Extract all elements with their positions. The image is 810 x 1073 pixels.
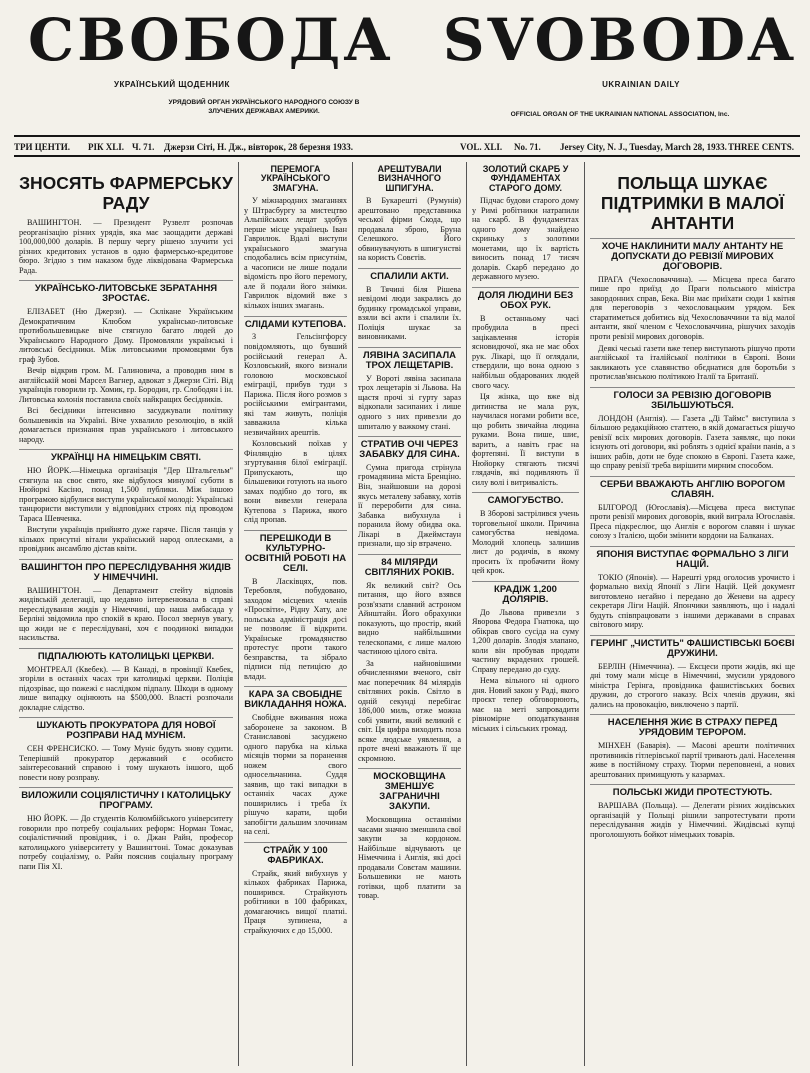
article — [590, 714, 795, 779]
article-paragraph: ПРАГА (Чехословаччина). — Місцева преса багато пише про приїзд до Праги польського міністра закордонних справ, Бека. Він має приїхати сюди 1 квітня для переговорів з чехословацьким урядом. Бек старатиметься добитись від Чехословаччини та від малої антанти, якої членом є Чехословаччина, рішучих заходів проти ревізії мирових договорів. — [590, 274, 795, 341]
article-headline: ПОЛЬЩА ШУКАЄ ПІДТРИМКИ В МАЛОЇ АНТАНТИ — [600, 173, 785, 233]
article — [590, 635, 795, 710]
masthead-subtitle-english: UKRAINIAN DAILY — [602, 80, 680, 89]
official-organ-english: OFFICIAL ORGAN OF THE UKRAINIAN NATIONAL ASSOCIATION, Inc. — [510, 111, 730, 118]
article — [19, 787, 233, 871]
volume-english: VOL. XLI. — [460, 142, 503, 152]
article — [590, 170, 795, 233]
article — [358, 165, 461, 263]
article-headline: ПОЛЬСЬКІ ЖИДИ ПРОТЕСТУЮТЬ. — [590, 784, 795, 798]
article-paragraph: НЮ ЙОРК.—Німецька організація "Дер Штальгельм" стягнула на своє свято, яке відбулося минулої суботи в Нюйоркі Касіно, понад 1,500 публики. Між іншою програмою відбулися виступи української молоді: Українські танцюристи виступили у відповідних строях під проводом Тараса Шевченка. — [19, 466, 233, 523]
masthead-title-english: SVOBODA — [442, 6, 796, 74]
article-paragraph: Свобідне вживання ножа заборонене за законом. В Станиславові засуджено одного парубка на кілька місяців тюрми за поранення ножем свого односельчанина. Суддя заявив, що такі випадки в останніх часах дуже поширились і треба їх рішучо карати, щоби запобігти дальшим злочинам на селі. — [244, 713, 347, 837]
article-paragraph: НЮ ЙОРК. — До студентів Колюмбійського університету говорили про потребу соціальних реформ: Норман Томас, соціалістичний провідник, і о. Джан Райн, професор католицького університету у Вашингтоні. Томас доказував потребу соціалізму, о. Райн пояснив соціальну програму папи Пія XI. — [19, 814, 233, 871]
article-paragraph: В Тячині біля Рішева невідомі люди закрались до будинку громадської управи, взяли всі акти і спалили їх. Поліція шукає за виновниками. — [358, 284, 461, 342]
article — [358, 554, 461, 764]
article-paragraph: ЛОНДОН (Англія). — Газета „Ді Таймс" виступила з більшою редакційною статтею, в якій домагається рішучо ревізії всіх мирових договорів. Газета заявляє, що поки існують оті договори, які роблять з однієї країни панів, а з інших рабів, доти не буде спокою в Європі. Газета каже, що справу ревізії треба вирішити мирним способом. — [590, 413, 795, 471]
article-headline: СЕРБИ ВВАЖАЮТЬ АНГЛІЮ ВОРОГОМ СЛАВЯН. — [590, 476, 795, 500]
column-1 — [14, 162, 238, 1066]
newspaper-page — [14, 6, 800, 1066]
article-headline: ХОЧЕ НАКЛИНИТИ МАЛУ АНТАНТУ НЕ ДОПУСКАТИ ДО РЕВІЗІЇ МИРОВИХ ДОГОВОРІВ. — [590, 238, 795, 272]
article-paragraph: Московщина останніми часами значно зменшила свої закупи за кордоном. Найбільше відчувають це Німеччина і Англія, які досі продавали Совєтам машини. Большевики не мають готівки, щоб платити за товар. — [358, 815, 461, 901]
article-headline: ЛЯВІНА ЗАСИПАЛА ТРОХ ЛЕЩЕТАРІВ. — [358, 347, 461, 371]
column-2 — [238, 162, 352, 1066]
article-paragraph: Нема вільного ні одного дня. Новий закон у Раді, якого проєкт тепер обговорюють, має на меті запровадити рівномірне оподаткування міських і сільських громад. — [472, 676, 579, 733]
article — [244, 530, 347, 682]
article-headline: ГЕРИНГ „ЧИСТИТЬ" ФАШИСТІВСЬКІ БОЄВІ ДРУЖИНИ. — [590, 635, 795, 659]
date-english: Jersey City, N. J., Tuesday, March 28, 1933. — [560, 142, 727, 152]
article-paragraph: В останньому часі пробудила в пресі зацікавлення історія ясновидючої, яка не має обох рук. Лікарі, що її оглядали, ствердили, що вона одною з найбільш обдарованих людей свого часу. — [472, 313, 579, 390]
article-paragraph: Сумна пригода стрінула громадянина міста Бренціно. Він, знайшовши на дорозі якусь металеву забавку, хотів її переробити для сина. Забавка вибухнула і поранила йому обидва ока. Лікарі в Джеймстаун признали, що зір втрачено. — [358, 462, 461, 549]
article-headline: ВАШИНГТОН ПРО ПЕРЕСЛІДУВАННЯ ЖИДІВ У НІМЕЧЧИНІ. — [19, 559, 233, 583]
article-paragraph: В Букарешті (Румунія) арештовано представника чеської фірми Скода, що продавала зброю, Бруна Селешкого. Його обвинувачують в шпигунстві на користь Совєтів. — [358, 196, 461, 263]
article-headline: ВИЛОЖИЛИ СОЦІЯЛІСТИЧНУ І КАТОЛИЦЬКУ ПРОГРАМУ. — [19, 787, 233, 811]
article-paragraph: МОНТРЕАЛ (Квебек). — В Канаді, в провінції Квебек, згоріли в останніх часах три католицькі церкви. Поліція підозріває, що пожежі є наслідком підпалу. Шкоди в одному лише випадку оцінюють на $500,000. Власті розпочали докладне слідство. — [19, 664, 233, 712]
article-headline: СТРАЙК У 100 ФАБРИКАХ. — [244, 842, 347, 866]
article — [244, 686, 347, 837]
article-paragraph: МІНХЕН (Баварія). — Масові арешти політичних противників гітлерівської партії тривають далі. Населення живе в постійному страху. Тюрми переповнені, а нових арештованих примищують у казармах. — [590, 741, 795, 779]
article-paragraph: Як великий світ? Ось питання, що його взявся розв'язати славний астроном Айнштайн. Його обрахунки показують, що простір, який видно найбільшими телескопами, є лише малою частиною цілого світа. — [358, 580, 461, 657]
article-headline: СЛІДАМИ КУТЕПОВА. — [244, 316, 347, 330]
article — [19, 559, 233, 643]
article — [472, 676, 579, 733]
price-ukrainian: ТРИ ЦЕНТИ. — [14, 142, 71, 152]
article-headline: НАСЕЛЕННЯ ЖИЄ В СТРАХУ ПЕРЕД УРЯДОВИМ ТЕРОРОМ. — [590, 714, 795, 738]
article-paragraph: Всі бесідники інтенсивно засуджували політику большевиків на Україні. Віче ухвалило резолюцію, в якій домагається признання прав українського і литовського народу. — [19, 406, 233, 444]
article — [590, 784, 795, 839]
article — [358, 768, 461, 901]
article-headline: ГОЛОСИ ЗА РЕВІЗІЮ ДОГОВОРІВ ЗБІЛЬШУЮТЬСЯ. — [590, 387, 795, 411]
article-paragraph: В Ласківцях, пов. Теребовля, побудовано, заходом місцевих членів «Просвіти», Рідну Хату, але польська адміністрація досі не позволяє її відкрити. Українське громадянство протестує проти такого безправства, та зібрало підписи під петицією до влади. — [244, 576, 347, 681]
article-headline: МОСКОВЩИНА ЗМЕНШУЄ ЗАГРАНИЧНІ ЗАКУПИ. — [358, 768, 461, 812]
article-paragraph: ЕЛІЗАБЕТ (Ню Джерзи). — Склікане Українським Демократичним Клюбом українсько-литовське протибольшевицьке віче стягнуло багато людей до Українського Народного Дому. Промовляли українські і литовські бесідники. Між литовськими промовцями був граф Зубов. — [19, 307, 233, 364]
article-paragraph: Вечір відкрив гром. М. Галиновича, а проводив ним в англійській мові Марсел Вагнер, адвокат з Джерзи Сіті. Від українців говорили гр. Хомик, гр. Бородин, гр. Слободян і ін. Литовська колонія поставила своїх найкращих бесідників. — [19, 366, 233, 404]
article-paragraph: ТОКІО (Японія). — Нарешті уряд оголосив урочисто і формально вихід Японії з Ліги Націй. Цей документ виготовлено негайно і передано до Женеви на адресу секретаря Ліги Націй. Япончики заявляють, що і надалі будуть співпрацювати з іншими державами в справах світового миру. — [590, 572, 795, 630]
article-headline: САМОГУБСТВО. — [472, 492, 579, 506]
article — [19, 648, 233, 713]
article-paragraph: За найновішими обчисленнями вченого, світ має поперечник 84 мілярдів світляних років. Світло в одній секунді перебігає 186,000 миль, отже можна собі уявити, який великий є світ. Ця цифра виходить поза всяке людське уявлення, а проте вчені вважають її ще скромною. — [358, 658, 461, 763]
article-headline: СПАЛИЛИ АКТИ. — [358, 268, 461, 282]
article-headline: КАРА ЗА СВОБІДНЕ ВИКЛАДАННЯ НОЖА. — [244, 686, 347, 710]
article — [590, 238, 795, 382]
price-english: THREE CENTS. — [728, 142, 795, 152]
article-paragraph: БЕРЛІН (Німеччина). — Ексцеси проти жидів, які ще дні тому мали місце в Німеччині, змусили урядового міністра Герінга, провідника фашистівських боєвих дружин, до строгого наказу. Всіх членів дружин, які дались на провокацію, виключено з партії. — [590, 661, 795, 709]
article-headline: УКРАЇНСЬКО-ЛИТОВСЬКЕ ЗБРАТАННЯ ЗРОСТАЄ. — [19, 280, 233, 304]
article — [358, 347, 461, 431]
article — [244, 165, 347, 311]
article — [358, 436, 461, 549]
article-paragraph: ВАРШАВА (Польща). — Делегати різних жидівських організацій у Польщі рішили запротестувати проти переслідування жидів у Німеччині. Жидівські купці проголошують бойкот німецьких товарів. — [590, 801, 795, 839]
article — [472, 581, 579, 675]
article — [19, 170, 233, 275]
article-paragraph: Виступи українців прийнято дуже гаряче. Після танців у кількох присутні вітали український народ оплесками, а провідник ансамблю дістав квіти. — [19, 525, 233, 554]
article — [19, 717, 233, 782]
issue-english: No. 71. — [514, 142, 541, 152]
article-headline: ПІДПАЛЮЮТЬ КАТОЛИЦЬКІ ЦЕРКВИ. — [19, 648, 233, 662]
article — [472, 165, 579, 282]
dateline — [14, 135, 800, 157]
issue-ukrainian: Ч. 71. — [132, 142, 155, 152]
article-headline: 84 МІЛЯРДИ СВІТЛЯНИХ РОКІВ. — [358, 554, 461, 578]
article — [358, 268, 461, 342]
article-paragraph: В Зборові застрілився учень торговельної школи. Причина самогубства невідома. Молодий хлопець залишив лист до родичів, в якому просить їх пробачити йому цей крок. — [472, 509, 579, 576]
article — [590, 387, 795, 471]
article-paragraph: СЕН ФРЕНСИСКО. — Тому Муніє будуть знову судити. Теперішній прокуратор державний є особисто заінтересований справою і тому шукають іншого, щоб повести нову розправу. — [19, 744, 233, 782]
article-headline: АРЕШТУВАЛИ ВИЗНАЧНОГО ШПИГУНА. — [377, 164, 442, 193]
article-headline: ЗОЛОТИЙ СКАРБ У ФУНДАМЕНТАХ СТАРОГО ДОМУ. — [482, 164, 569, 193]
official-organ-ukrainian: УРЯДОВИЙ ОРГАН УКРАЇНСЬКОГО НАРОДНОГО СОЮЗУ В ЗЛУЧЕНИХ ДЕРЖАВАХ АМЕРИКИ. — [168, 99, 360, 115]
article-paragraph: БІЛГОРОД (Югославія).—Місцева преса виступає проти ревізії мирових договорів, який виграла Югославія. Преса підкреслює, що Англія є ворогом славян і шукає союзу з Італією, щоби змінити кордони на Балканах. — [590, 502, 795, 541]
article — [590, 476, 795, 541]
article-paragraph: У міжнародних змаганнях у Штрасбургу за мистецтво Альпійських лещат здобув перше місце українець Іван Гаврилюк. Вдалі виступи українського змагуна сподобались всім присутнім, а часописи не лише подали відомість про його перемогу, але й подали його знімки. Гаврилюк відомий вже з кількох інших змагань. — [244, 196, 347, 310]
article-paragraph: З Гельсінгфорсу повідомляють, що бувший російський генерал А. Козловський, якого визнали головою московської еміграції, прибув туди з Парижа. Після його розмов з російськими емігрантами, які там живуть, поліція завважила кілька незвичайних арештів. — [244, 332, 347, 437]
article — [19, 449, 233, 554]
article-paragraph: Підчас будови старого дому у Римі робітники натрапили на скарб. В фундаментах одного дому знайдено скриньку з золотими монетами, що їх вартість виносить понад 17 тисяч доларів. Скарб передано до державного музею. — [472, 196, 579, 282]
article-columns — [14, 162, 800, 1066]
article-paragraph: У Вороті лявіна засипала трох лещетарів зі Львова. На щастя прочі зі гурту зараз відкопали засипаних і лише одного з них привезли до шпиталю у важкому стані. — [358, 373, 461, 431]
masthead-subtitle-ukrainian: УКРАЇНСЬКИЙ ЩОДЕННИК — [114, 80, 230, 89]
article-paragraph: Страйк, який вибухнув у кількох фабриках Парижа, поширився. Страйкують робітники в 100 фабриках, домагаючись вищої платні. Праця зупинена, а страйкуючих є до 15,000. — [244, 868, 347, 935]
article-headline: СТРАТИВ ОЧІ ЧЕРЕЗ ЗАБАВКУ ДЛЯ СИНА. — [358, 436, 461, 460]
article — [590, 546, 795, 630]
article-headline: ЗНОСЯТЬ ФАРМЕРСЬКУ РАДУ — [19, 173, 233, 213]
column-5 — [584, 162, 800, 1066]
article-headline: УКРАЇНЦІ НА НІМЕЦЬКІМ СВЯТІ. — [19, 449, 233, 463]
article-paragraph: ВАШИНГТОН. — Департамент стейту відповів жидівській делегації, що недавно інтервенювала в справі переслідування жидів у Німеччині, що наша амбасада у Берліні звідомила про спокій в краю. Посол звернув увагу, що жиди не є переслідувані, хоч є поодинокі випадки насильства. — [19, 585, 233, 643]
article — [244, 842, 347, 936]
date-ukrainian: Джерзи Сіті, Н. Дж., вівторок, 28 березня 1933. — [164, 142, 353, 152]
article — [472, 287, 579, 487]
article-paragraph: Козловський поїхав у Фінляндію в цілях згуртування білої еміграції. Припускають, що більшевики готують на нього замах подібно до того, як вони вивезли генерала Кутепова з Парижа, якого слід пропав. — [244, 439, 347, 525]
volume-ukrainian: РІК XLI. — [88, 142, 125, 152]
article-paragraph: Ця жінка, що вже від дитинства не мала рук, научилася ногами робити все, що робить звичайна людина руками. Вона пише, шиє, варить, а навіть грає на фортепяні. Її виступи в Нюйорку стягають тисячі глядачів, які подивляють її силу волі і витривалість. — [472, 392, 579, 487]
article — [472, 492, 579, 576]
article-headline: ДОЛЯ ЛЮДИНИ БЕЗ ОБОХ РУК. — [472, 287, 579, 311]
article-headline: ПЕРЕМОГА УКРАЇНСЬКОГО ЗМАГУНА. — [260, 164, 331, 193]
article-headline: ЯПОНІЯ ВИСТУПАЄ ФОРМАЛЬНО З ЛІГИ НАЦІЙ. — [590, 546, 795, 570]
article-paragraph: Деякі чеські газети вже тепер виступають рішучо проти англійської та італійської політики в Європі. Вони закликають усе славянство обєднатися для боротьби з протислав'янською політикою Італії та Британії. — [590, 343, 795, 382]
article-headline: ПЕРЕШКОДИ В КУЛЬТУРНО-ОСВІТНІЙ РОБОТІ НА СЕЛІ. — [244, 530, 347, 574]
article — [19, 280, 233, 444]
article-headline: ШУКАЮТЬ ПРОКУРАТОРА ДЛЯ НОВОЇ РОЗПРАВИ НАД МУНІЄМ. — [19, 717, 233, 741]
masthead-title-ukrainian: СВОБОДА — [28, 6, 394, 74]
article-headline: КРАДІЖ 1,200 ДОЛЯРІВ. — [472, 581, 579, 605]
article — [244, 316, 347, 525]
article-paragraph: До Львова привезли з Яворова Федора Гнатюка, що обікрав свого сусіда на суму 1,200 доларів. Злодія злапано, коли він пробував продати частину вкрадених грошей. Справу передано до суду. — [472, 607, 579, 674]
column-3 — [352, 162, 466, 1066]
column-4 — [466, 162, 584, 1066]
article-paragraph: ВАШИНГТОН. — Президент Рузвелт розпочав реорганізацію різних урядів, яка має заощадити державі 100,000,000 доларів. В першу чергу рішено злучити усі різних кредитових установ в одно фармерсько-кредитове бюро. Згідно з тим наказом буде ліквідована Фармерська Рада. — [19, 218, 233, 275]
masthead — [14, 6, 800, 94]
